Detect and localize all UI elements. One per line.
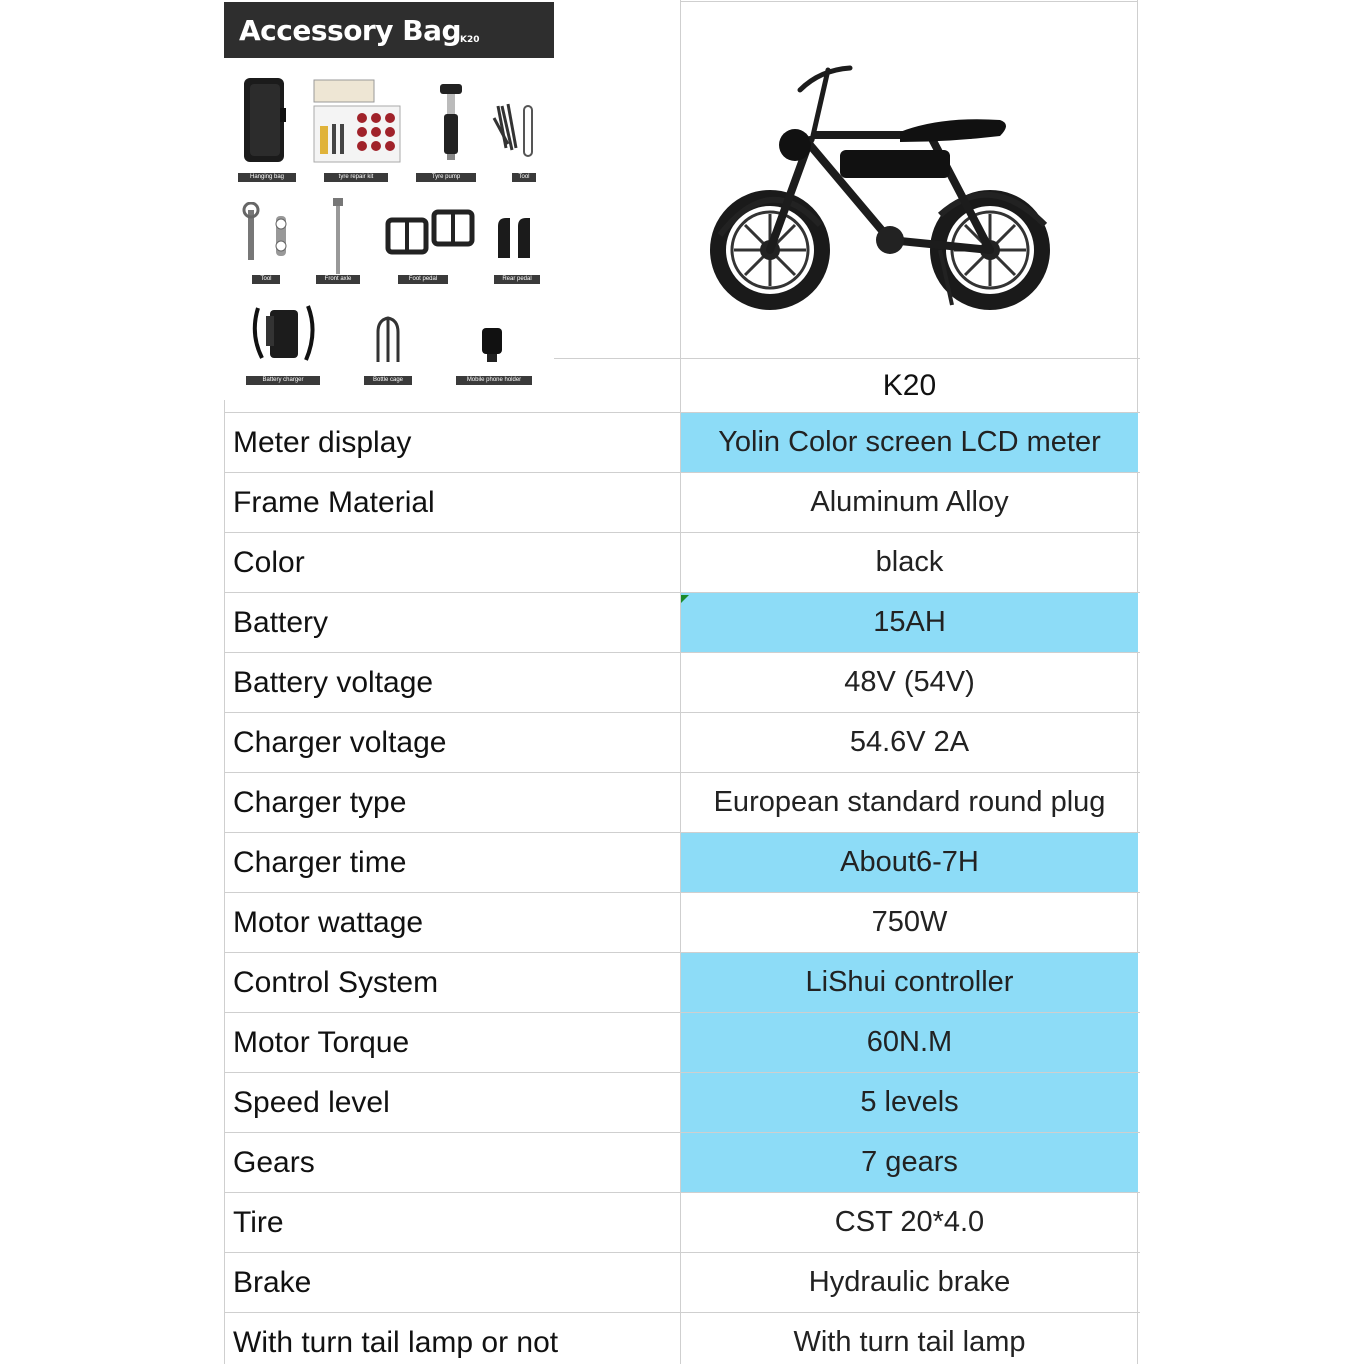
spec-row [224, 1073, 1140, 1132]
spec-row [224, 1133, 1140, 1192]
row-divider [224, 472, 1140, 473]
spec-label: With turn tail lamp or not [233, 1326, 559, 1359]
wrench-tool-icon [242, 202, 298, 271]
row-divider [224, 532, 1140, 533]
accessory-bag-model-tag: K20 [460, 35, 480, 45]
spec-row [224, 1253, 1140, 1312]
spec-value: 7 gears [681, 1133, 1138, 1192]
grid-line-top [680, 1, 1138, 2]
spec-label: Brake [233, 1266, 312, 1299]
spec-value: LiShui controller [681, 953, 1138, 1012]
spec-label: Charger time [233, 846, 407, 879]
spec-value: CST 20*4.0 [834, 1206, 985, 1238]
row-divider [224, 1132, 1140, 1133]
spec-label: Speed level [233, 1086, 390, 1119]
row-divider [224, 1252, 1140, 1253]
spec-row [224, 713, 1140, 772]
spec-label: Color [233, 546, 305, 579]
spec-value: 54.6V 2A [849, 726, 970, 758]
spec-row [224, 1013, 1140, 1072]
accessory-label: Bottle cage [364, 376, 412, 385]
accessory-bag-title: Accessory Bag [239, 14, 462, 47]
spec-row [224, 1313, 1140, 1372]
accessory-label: Foot pedal [398, 275, 448, 284]
spec-label: Charger voltage [233, 726, 447, 759]
spec-label: Battery [233, 606, 329, 639]
spec-value: Yolin Color screen LCD meter [681, 413, 1138, 472]
accessory-label: Rear pedal [494, 275, 540, 284]
spec-row [224, 773, 1140, 832]
spec-label: Frame Material [233, 486, 435, 519]
spec-label: Gears [233, 1146, 315, 1179]
spec-label: Charger type [233, 786, 407, 819]
accessory-label: tyre repair kit [324, 173, 388, 182]
spec-row [224, 413, 1140, 472]
comment-marker [681, 595, 689, 603]
phone-holder-icon [478, 324, 506, 369]
row-divider [224, 592, 1140, 593]
multi-tool-icon [488, 98, 540, 167]
row-divider [224, 952, 1140, 953]
row-divider [224, 892, 1140, 893]
spec-value: 15AH [681, 593, 1138, 652]
battery-charger-icon [248, 298, 320, 375]
spec-label: Control System [233, 966, 439, 999]
spec-label: Motor Torque [233, 1026, 410, 1059]
spec-row [224, 1193, 1140, 1252]
spec-row [224, 953, 1140, 1012]
row-divider [224, 652, 1140, 653]
row-divider [224, 832, 1140, 833]
hanging-bag-icon [240, 74, 290, 171]
spec-value: 750W [871, 906, 948, 938]
spec-value: European standard round plug [713, 786, 1106, 818]
accessory-label: Tool [512, 173, 536, 182]
model-header: K20 [882, 369, 937, 402]
row-divider [224, 1072, 1140, 1073]
spec-value: With turn tail lamp [793, 1326, 1026, 1358]
spec-row [224, 473, 1140, 532]
foot-pedal-icon [384, 208, 480, 263]
row-divider [224, 1312, 1140, 1313]
k20-ebike-image [700, 50, 1060, 320]
accessory-bag-panel [224, 2, 554, 397]
row-divider [224, 772, 1140, 773]
row-divider [224, 1192, 1140, 1193]
spec-value: 60N.M [681, 1013, 1138, 1072]
tyre-pump-icon [436, 80, 466, 169]
accessory-label: Battery charger [246, 376, 320, 385]
rear-pedal-icon [492, 214, 536, 265]
spec-row [224, 533, 1140, 592]
row-divider [224, 1012, 1140, 1013]
accessory-label: Mobile phone holder [456, 376, 532, 385]
accessory-label: Hanging bag [238, 173, 296, 182]
spec-label: Motor wattage [233, 906, 424, 939]
spec-value: About6-7H [681, 833, 1138, 892]
spec-value: Aluminum Alloy [810, 486, 1009, 518]
front-axle-icon [330, 196, 346, 281]
spec-label: Battery voltage [233, 666, 434, 699]
spec-row [224, 653, 1140, 712]
spec-value: 5 levels [681, 1073, 1138, 1132]
accessory-bag-header [224, 2, 554, 58]
spec-value: black [875, 546, 944, 578]
bottle-cage-icon [370, 312, 406, 371]
spec-row [224, 833, 1140, 892]
spec-value: 48V (54V) [844, 666, 975, 698]
row-divider [224, 712, 1140, 713]
tyre-repair-kit-icon [312, 76, 402, 171]
spec-row [224, 893, 1140, 952]
row-divider [224, 412, 1140, 413]
accessory-label: Tool [252, 275, 280, 284]
spec-label: Meter display [233, 426, 412, 459]
spec-value: Hydraulic brake [808, 1266, 1011, 1298]
accessory-label: Tyre pump [416, 173, 476, 182]
spec-label: Tire [233, 1206, 284, 1239]
accessory-label: Front axle [316, 275, 360, 284]
